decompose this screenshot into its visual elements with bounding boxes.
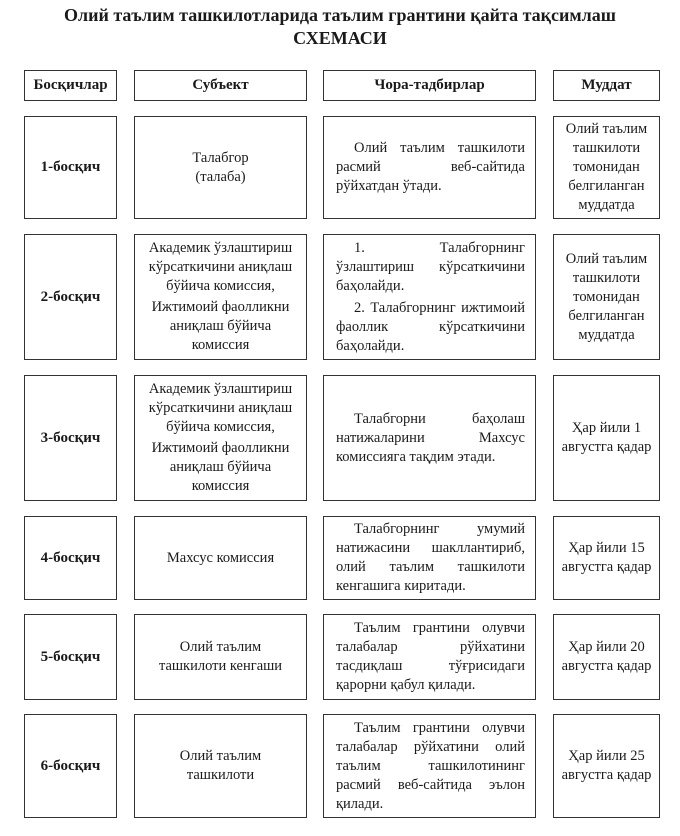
duration-6 (553, 714, 660, 818)
header-stage (24, 70, 117, 101)
header-measures-label: Чора-тадбирлар (374, 77, 485, 93)
subject-1-line: Талабгор (192, 149, 249, 166)
stage-1-label: 1-босқич (40, 159, 101, 175)
header-subject-label: Субъект (192, 77, 249, 93)
subject-6 (134, 714, 307, 818)
subject-6-line: Олий таълим (179, 748, 262, 764)
measures-4-text: Талабгорнинг умумий натижасини шакллантириб, олий таълим ташкилоти кенгашига киритади. (336, 521, 525, 594)
subject-5-line: Олий таълим (179, 639, 262, 655)
duration-5 (553, 614, 660, 700)
measures-6 (323, 714, 536, 818)
stage-5-label: 5-босқич (40, 648, 101, 665)
stage-1 (24, 116, 117, 219)
subject-3-line: Ижтимоий фаолликни аниқлаш бўйича комиссия (151, 440, 290, 494)
subject-5 (134, 614, 307, 700)
duration-3-text: Ҳар йили 1 августга қадар (561, 420, 652, 455)
title-line-1: Олий таълим ташкилотларида таълим грантини қайта тақсимлаш (64, 5, 616, 25)
duration-2-text: Олий таълим ташкилоти томонидан белгиланган муддатда (565, 250, 648, 343)
duration-1-text: Олий таълим ташкилоти томонидан белгиланган муддатда (565, 121, 648, 213)
duration-4 (553, 516, 660, 600)
subject-4-line: Махсус комиссия (166, 549, 275, 566)
duration-2 (553, 234, 660, 360)
measures-2-item-2: 2. Талабгорнинг ижтимоий фаоллик кўрсаткичини баҳолайди. (336, 299, 525, 354)
measures-3 (323, 375, 536, 501)
stage-5 (24, 614, 117, 700)
measures-1 (323, 116, 536, 219)
measures-5 (323, 614, 536, 700)
header-subject (134, 70, 307, 101)
measures-2 (323, 234, 536, 360)
duration-5-text: Ҳар йили 20 августга қадар (561, 639, 652, 674)
measures-2-item-1: 1. Талабгорнинг ўзлаштириш кўрсаткичини баҳолайди. (336, 239, 525, 294)
subject-2-line: Академик ўзлаштириш кўрсаткичини аниқлаш бўйича комиссия, (148, 240, 293, 294)
stage-2 (24, 234, 117, 360)
stage-3 (24, 375, 117, 501)
header-measures (323, 70, 536, 101)
stage-4 (24, 516, 117, 600)
header-stage-label: Босқичлар (33, 77, 108, 93)
measures-1-text: Олий таълим ташкилоти расмий веб-сайтида рўйхатдан ўтади. (336, 140, 525, 194)
subject-1 (134, 116, 307, 219)
duration-4-text: Ҳар йили 15 августга қадар (561, 540, 652, 575)
subject-5-line: ташкилоти кенгаши (158, 658, 283, 674)
measures-6-text: Таълим грантини олувчи талабалар рўйхатини олий таълим ташкилотининг расмий веб-сайтида эълон қилади. (336, 719, 525, 812)
subject-2 (134, 234, 307, 360)
subject-2-line: Ижтимоий фаолликни аниқлаш бўйича комиссия (151, 299, 290, 353)
measures-5-text: Таълим грантини олувчи талабалар рўйхатини тасдиқлаш тўғрисидаги қарорни қабул қилади. (336, 620, 525, 693)
stage-4-label: 4-босқич (40, 549, 101, 566)
subject-3-line: Академик ўзлаштириш кўрсаткичини аниқлаш бўйича комиссия, (148, 381, 293, 435)
subject-3 (134, 375, 307, 501)
stage-2-label: 2-босқич (40, 288, 101, 305)
measures-3-text: Талабгорни баҳолаш натижаларини Махсус комиссияга тақдим этади. (336, 410, 525, 465)
stage-6-label: 6-босқич (40, 757, 101, 774)
title-line-2: СХЕМАСИ (293, 28, 387, 48)
stage-6 (24, 714, 117, 818)
document-title (0, 4, 680, 50)
subject-6-line: ташкилоти (186, 767, 255, 783)
header-duration-label: Муддат (581, 77, 632, 93)
measures-4 (323, 516, 536, 600)
subject-1-line: (талаба) (195, 168, 246, 185)
subject-4 (134, 516, 307, 600)
duration-1 (553, 116, 660, 219)
duration-6-text: Ҳар йили 25 августга қадар (561, 748, 652, 783)
duration-3 (553, 375, 660, 501)
stage-3-label: 3-босқич (40, 429, 101, 446)
header-duration (553, 70, 660, 101)
